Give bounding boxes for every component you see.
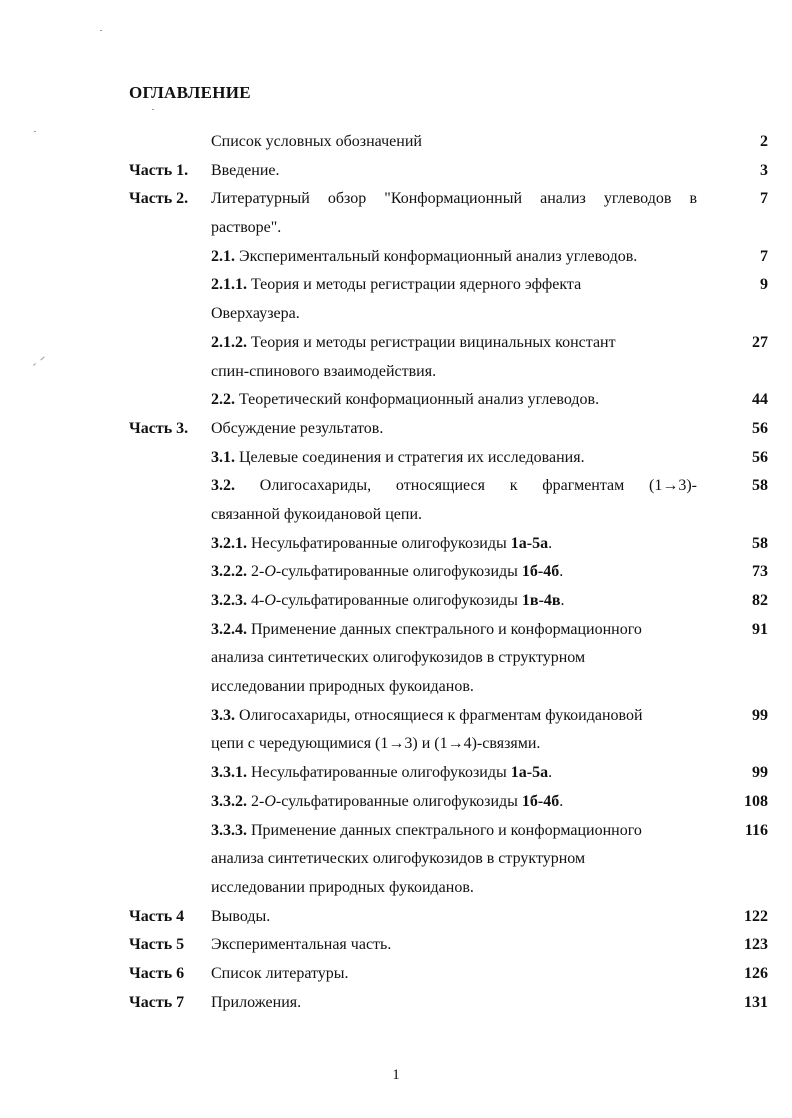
toc-page-number: 7 xyxy=(760,190,768,208)
toc-tail: . xyxy=(559,792,564,810)
toc-title: растворе". xyxy=(211,219,282,237)
toc-title: анализа синтетических олигофукозидов в структурном xyxy=(211,850,586,868)
toc-page-number: 82 xyxy=(752,592,768,609)
toc-row xyxy=(0,874,792,903)
toc-section-number: 3.1. xyxy=(211,448,235,466)
toc-title: Применение данных спектрального и конформационного xyxy=(251,821,642,839)
toc-row xyxy=(0,616,792,645)
toc-page-number: 2 xyxy=(760,133,768,150)
toc-title: Список литературы. xyxy=(211,964,349,982)
toc-section-number: 3.3. xyxy=(211,706,235,724)
toc-entry-text xyxy=(211,730,697,759)
toc-row xyxy=(0,386,792,415)
toc-entry-text xyxy=(211,874,697,903)
toc-entry-text xyxy=(211,415,697,444)
page-number: 1 xyxy=(392,1067,400,1083)
toc-entry-text xyxy=(211,644,697,673)
toc-section-number: 3.2.4. xyxy=(211,620,247,638)
toc-compound: 1б-4б xyxy=(521,792,560,810)
toc-entry-text xyxy=(211,530,697,559)
toc-row xyxy=(0,960,792,989)
toc-title: Несульфатированные олигофукозиды xyxy=(251,764,511,782)
toc-section-number: 3.2. xyxy=(211,477,235,495)
toc-section-number: 2.2. xyxy=(211,391,235,409)
toc-page-number: 108 xyxy=(744,792,768,810)
toc-row xyxy=(0,730,792,759)
toc-part-label: Часть 2. xyxy=(129,190,189,208)
toc-section-number: 3.3.1. xyxy=(211,764,247,782)
toc-entry-text xyxy=(211,702,697,731)
toc-row xyxy=(0,185,792,214)
toc-title: Оверхаузера. xyxy=(211,305,300,323)
toc-page-number: 126 xyxy=(744,964,768,982)
toc-title: Олигосахариды, относящиеся к фрагментам фукоидановой xyxy=(239,706,643,724)
toc-entry-text xyxy=(211,386,697,415)
toc-title: Приложения. xyxy=(211,993,302,1011)
toc-title: Олигосахариды, относящиеся к фрагментам (1→3)- xyxy=(259,477,698,495)
toc-entry-text xyxy=(211,243,697,272)
toc-page-number: 99 xyxy=(752,706,768,724)
toc-row xyxy=(0,214,792,243)
toc-title: Литературный обзор "Конформационный анализ углеводов в xyxy=(211,190,697,208)
toc-page-number: 56 xyxy=(752,448,768,466)
toc-row xyxy=(0,243,792,272)
toc-page-number: 9 xyxy=(760,276,768,294)
toc-title: спин-спинового взаимодействия. xyxy=(211,362,437,380)
toc-title: Применение данных спектрального и конформационного xyxy=(251,620,642,638)
toc-title: Экспериментальная часть. xyxy=(211,936,392,954)
toc-compound: 1в-4в xyxy=(521,592,561,609)
toc-row xyxy=(0,788,792,817)
toc-title-cont: -сульфатированные олигофукозиды xyxy=(275,792,522,810)
toc-title: Обсуждение результатов. xyxy=(211,419,384,437)
toc-title: исследовании природных фукоиданов. xyxy=(211,878,474,896)
toc-section-number: 3.2.1. xyxy=(211,534,247,552)
toc-section-number: 3.3.3. xyxy=(211,821,247,839)
toc-tail: . xyxy=(560,592,565,609)
toc-row xyxy=(0,444,792,473)
toc-page-number: 131 xyxy=(744,993,768,1011)
toc-part-label: Часть 6 xyxy=(129,964,185,982)
toc-italic: O xyxy=(264,792,276,810)
toc-entry-text xyxy=(211,960,697,989)
toc-entry-text xyxy=(211,616,697,645)
toc-title: исследовании природных фукоиданов. xyxy=(211,678,474,696)
toc-page-number: 58 xyxy=(752,477,768,495)
toc-row xyxy=(0,271,792,300)
toc-page-number: 3 xyxy=(760,161,768,179)
toc-row xyxy=(0,128,792,157)
toc-entry-text xyxy=(211,501,697,530)
toc-row xyxy=(0,530,792,559)
toc-title: цепи с чередующимися (1→3) и (1→4)-связями. xyxy=(211,735,541,753)
toc-entry-text xyxy=(211,358,697,387)
toc-row xyxy=(0,501,792,530)
toc-page-number: 116 xyxy=(744,821,768,839)
toc-compound: 1а-5а xyxy=(510,764,549,782)
toc-entry-text xyxy=(211,759,697,788)
toc-entry-text xyxy=(211,444,697,473)
toc-title: Теория и методы регистрации вицинальных констант xyxy=(251,333,616,351)
toc-part-label: Часть 5 xyxy=(129,936,185,954)
toc-page-number: 44 xyxy=(752,391,768,409)
toc-row xyxy=(0,759,792,788)
toc-entry-text xyxy=(211,845,697,874)
toc-compound: 1а-5а xyxy=(510,534,549,552)
toc-compound: 1б-4б xyxy=(521,563,560,581)
toc-title: 2- xyxy=(251,563,265,581)
toc-title: 2- xyxy=(251,792,265,810)
toc-row xyxy=(0,587,792,616)
scan-speck xyxy=(152,109,154,110)
toc-row xyxy=(0,903,792,932)
toc-italic: O xyxy=(264,563,276,581)
toc-tail: . xyxy=(559,563,564,581)
toc-title: Выводы. xyxy=(211,907,271,925)
toc-entry-text xyxy=(211,817,697,846)
toc-title: Теория и методы регистрации ядерного эффекта xyxy=(251,276,582,294)
toc-row xyxy=(0,989,792,1018)
toc-row xyxy=(0,358,792,387)
toc-title: связанной фукоидановой цепи. xyxy=(211,505,423,523)
toc-title: 4- xyxy=(251,592,265,609)
toc-entry-text xyxy=(211,587,697,616)
toc-entry-text xyxy=(211,329,697,358)
scan-speck xyxy=(34,131,36,132)
toc-italic: O xyxy=(264,592,276,609)
toc-row xyxy=(0,472,792,501)
toc-tail: . xyxy=(548,534,553,552)
toc-page-number: 7 xyxy=(760,247,768,265)
toc-row xyxy=(0,817,792,846)
toc-entry-text xyxy=(211,558,697,587)
toc-title: Введение. xyxy=(211,161,280,179)
toc-section-number: 3.3.2. xyxy=(211,792,247,810)
toc-row xyxy=(0,329,792,358)
toc-section-number: 3.2.2. xyxy=(211,563,247,581)
toc-row xyxy=(0,845,792,874)
toc-row xyxy=(0,931,792,960)
toc-row xyxy=(0,415,792,444)
toc-entry-text xyxy=(211,128,697,157)
toc-row xyxy=(0,157,792,186)
toc-page-number: 27 xyxy=(752,333,768,351)
toc-entry-text xyxy=(211,788,697,817)
toc-title: Экспериментальный конформационный анализ углеводов. xyxy=(239,247,638,265)
toc-section-number: 2.1.2. xyxy=(211,333,247,351)
page-title: ОГЛАВЛЕНИЕ xyxy=(129,83,251,102)
toc-row xyxy=(0,558,792,587)
toc-row xyxy=(0,300,792,329)
toc-page-number: 122 xyxy=(744,907,768,925)
toc-part-label: Часть 1. xyxy=(129,161,189,179)
toc-page-number: 58 xyxy=(752,534,768,552)
toc-entry-text xyxy=(211,989,697,1018)
toc-row xyxy=(0,644,792,673)
toc-entry-text xyxy=(211,271,697,300)
toc-section-number: 2.1.1. xyxy=(211,276,247,294)
scan-speck xyxy=(100,30,102,31)
toc-part-label: Часть 7 xyxy=(129,993,185,1011)
toc-entry-text xyxy=(211,903,697,932)
toc-title: Теоретический конформационный анализ углеводов. xyxy=(239,391,600,409)
toc-section-number: 2.1. xyxy=(211,247,235,265)
toc-title-cont: -сульфатированные олигофукозиды xyxy=(275,563,522,581)
toc-entry-text xyxy=(211,185,697,214)
toc-page-number: 91 xyxy=(752,620,768,638)
toc-title-cont: -сульфатированные олигофукозиды xyxy=(275,592,522,609)
toc-title: анализа синтетических олигофукозидов в структурном xyxy=(211,649,586,667)
toc-title: Целевые соединения и стратегия их исследования. xyxy=(239,448,585,466)
toc-title: Несульфатированные олигофукозиды xyxy=(251,534,511,552)
toc-page-number: 56 xyxy=(752,419,768,437)
toc-entry-text xyxy=(211,931,697,960)
toc-entry-text xyxy=(211,157,697,186)
toc-page-number: 123 xyxy=(744,936,768,954)
toc-part-label: Часть 3. xyxy=(129,419,189,437)
toc-entry-text xyxy=(211,673,697,702)
toc-section-number: 3.2.3. xyxy=(211,592,247,609)
toc-page-number: 73 xyxy=(752,563,768,581)
toc-entry-text xyxy=(211,300,697,329)
toc-entry-text xyxy=(211,472,697,501)
toc-title: Список условных обозначений xyxy=(211,133,422,150)
toc-row xyxy=(0,673,792,702)
toc-tail: . xyxy=(548,764,553,782)
table-of-contents xyxy=(0,128,792,1017)
toc-row xyxy=(0,702,792,731)
toc-part-label: Часть 4 xyxy=(129,907,185,925)
toc-entry-text xyxy=(211,214,697,243)
toc-page-number: 99 xyxy=(752,764,768,782)
